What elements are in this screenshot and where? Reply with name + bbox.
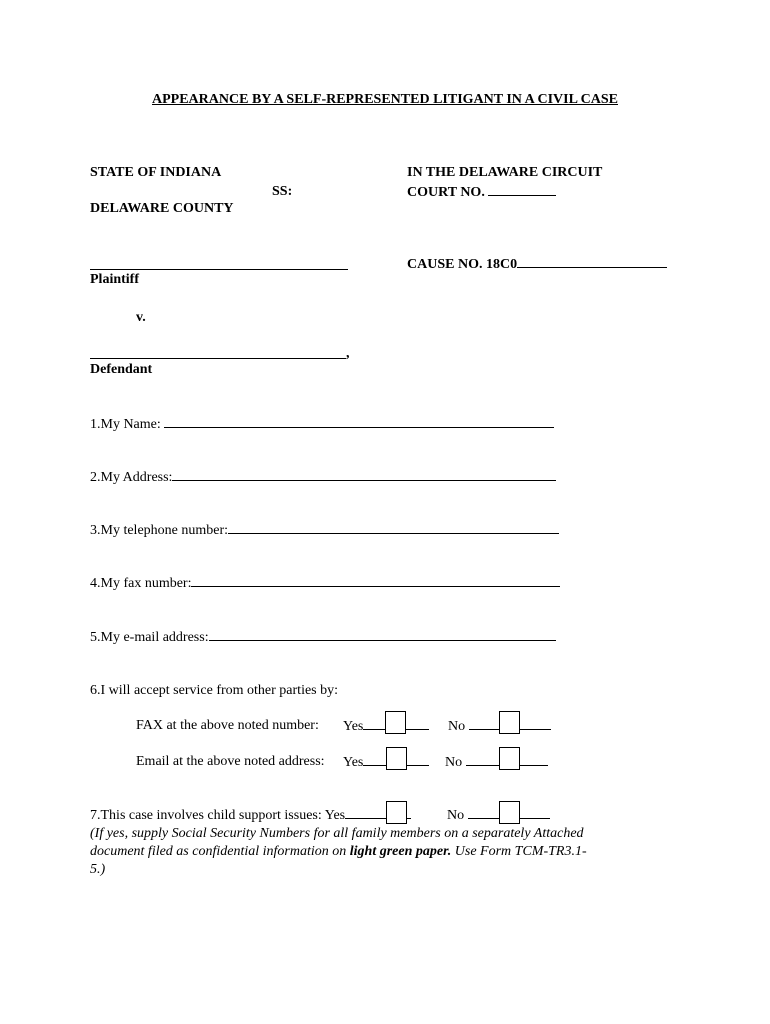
phone-field[interactable] xyxy=(228,522,559,534)
name-field[interactable] xyxy=(164,416,554,428)
child-support-note xyxy=(90,825,590,879)
child-support-no-checkbox[interactable] xyxy=(499,801,520,824)
fax-no-label: No xyxy=(448,719,466,734)
court-number-label: COURT NO. xyxy=(407,185,485,200)
cause-number-label: CAUSE NO. 18C0 xyxy=(407,257,518,272)
court-number-field[interactable] xyxy=(488,184,556,196)
child-support-question: 7.This case involves child support issues: xyxy=(90,808,322,823)
fax-label: 4.My fax number: xyxy=(90,576,192,591)
plaintiff-name-field[interactable] xyxy=(90,256,348,270)
email-label: 5.My e-mail address: xyxy=(90,630,209,645)
county-label: DELAWARE COUNTY xyxy=(90,201,234,216)
page-title: APPEARANCE BY A SELF-REPRESENTED LITIGANT IN A CIVIL CASE xyxy=(152,92,618,107)
cause-number-field[interactable] xyxy=(517,256,667,268)
note-text-part1: (If yes, supply Social Security Numbers for all family members on a separately Attached document filed as confidential information on xyxy=(90,826,584,859)
address-label: 2.My Address: xyxy=(90,470,173,485)
email-yes-checkbox[interactable] xyxy=(386,747,407,770)
child-support-yes-checkbox[interactable] xyxy=(386,801,407,824)
versus-label: v. xyxy=(136,310,146,325)
defendant-name-field[interactable] xyxy=(90,345,346,359)
fax-option-label: FAX at the above noted number: xyxy=(136,718,319,733)
fax-yes-checkbox[interactable] xyxy=(385,711,406,734)
child-support-yes-label: Yes xyxy=(324,808,346,823)
email-field[interactable] xyxy=(209,629,556,641)
defendant-comma: , xyxy=(346,346,350,361)
service-heading: 6.I will accept service from other parties by: xyxy=(90,683,339,698)
fax-no-checkbox[interactable] xyxy=(499,711,520,734)
state-label: STATE OF INDIANA xyxy=(90,165,222,180)
email-no-label: No xyxy=(445,755,463,770)
ss-label: SS: xyxy=(272,184,293,199)
phone-label: 3.My telephone number: xyxy=(90,523,229,538)
email-option-label: Email at the above noted address: xyxy=(136,754,325,769)
address-field[interactable] xyxy=(172,469,556,481)
email-no-checkbox[interactable] xyxy=(499,747,520,770)
note-text-bold: light green paper. xyxy=(349,844,452,859)
note-text-part2: Use Form TCM-TR3.1-5.) xyxy=(90,844,587,877)
email-yes-label: Yes xyxy=(343,755,364,770)
fax-field[interactable] xyxy=(191,575,560,587)
court-label-line1: IN THE DELAWARE CIRCUIT xyxy=(407,165,603,180)
defendant-label: Defendant xyxy=(90,362,153,377)
plaintiff-label: Plaintiff xyxy=(90,272,139,287)
child-support-no-label: No xyxy=(447,808,465,823)
fax-yes-label: Yes xyxy=(343,719,364,734)
name-label: 1.My Name: xyxy=(90,417,161,432)
